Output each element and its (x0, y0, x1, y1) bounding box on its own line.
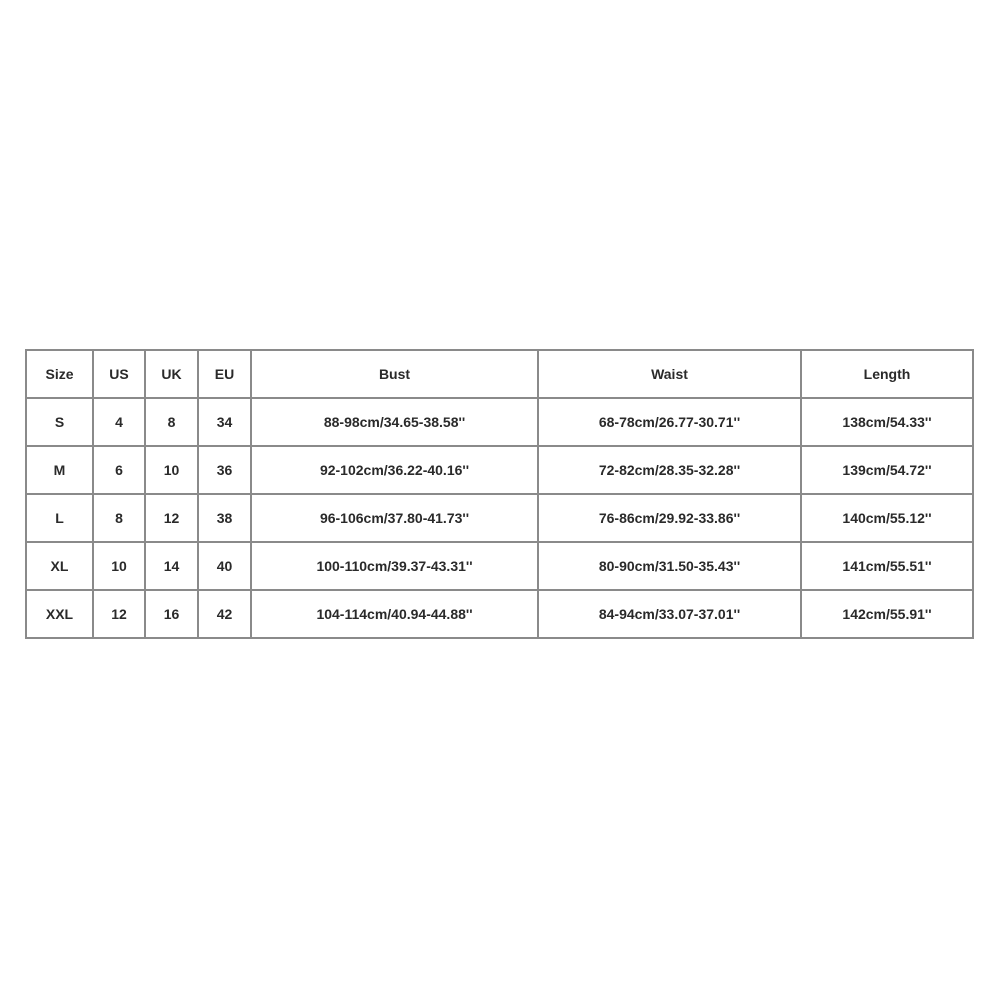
cell-length: 142cm/55.91'' (801, 590, 973, 638)
cell-eu: 34 (198, 398, 251, 446)
cell-length: 140cm/55.12'' (801, 494, 973, 542)
cell-us: 6 (93, 446, 145, 494)
size-chart-table (25, 349, 974, 639)
cell-waist: 84-94cm/33.07-37.01'' (538, 590, 801, 638)
cell-eu: 38 (198, 494, 251, 542)
cell-uk: 16 (145, 590, 198, 638)
header-us: US (93, 350, 145, 398)
cell-eu: 36 (198, 446, 251, 494)
cell-size: L (26, 494, 93, 542)
cell-us: 12 (93, 590, 145, 638)
cell-length: 139cm/54.72'' (801, 446, 973, 494)
cell-length: 141cm/55.51'' (801, 542, 973, 590)
cell-waist: 72-82cm/28.35-32.28'' (538, 446, 801, 494)
cell-size: XXL (26, 590, 93, 638)
table-row (26, 398, 973, 446)
cell-uk: 8 (145, 398, 198, 446)
cell-bust: 104-114cm/40.94-44.88'' (251, 590, 538, 638)
cell-eu: 42 (198, 590, 251, 638)
header-size: Size (26, 350, 93, 398)
cell-us: 4 (93, 398, 145, 446)
cell-waist: 68-78cm/26.77-30.71'' (538, 398, 801, 446)
table-row (26, 446, 973, 494)
cell-uk: 14 (145, 542, 198, 590)
header-waist: Waist (538, 350, 801, 398)
header-length: Length (801, 350, 973, 398)
cell-bust: 88-98cm/34.65-38.58'' (251, 398, 538, 446)
cell-bust: 92-102cm/36.22-40.16'' (251, 446, 538, 494)
cell-waist: 80-90cm/31.50-35.43'' (538, 542, 801, 590)
cell-size: M (26, 446, 93, 494)
cell-eu: 40 (198, 542, 251, 590)
cell-us: 10 (93, 542, 145, 590)
header-eu: EU (198, 350, 251, 398)
table-row (26, 542, 973, 590)
table-header-row (26, 350, 973, 398)
table-row (26, 494, 973, 542)
cell-size: XL (26, 542, 93, 590)
cell-size: S (26, 398, 93, 446)
cell-uk: 10 (145, 446, 198, 494)
header-uk: UK (145, 350, 198, 398)
table-row (26, 590, 973, 638)
cell-length: 138cm/54.33'' (801, 398, 973, 446)
header-bust: Bust (251, 350, 538, 398)
cell-us: 8 (93, 494, 145, 542)
cell-bust: 100-110cm/39.37-43.31'' (251, 542, 538, 590)
cell-waist: 76-86cm/29.92-33.86'' (538, 494, 801, 542)
cell-bust: 96-106cm/37.80-41.73'' (251, 494, 538, 542)
cell-uk: 12 (145, 494, 198, 542)
